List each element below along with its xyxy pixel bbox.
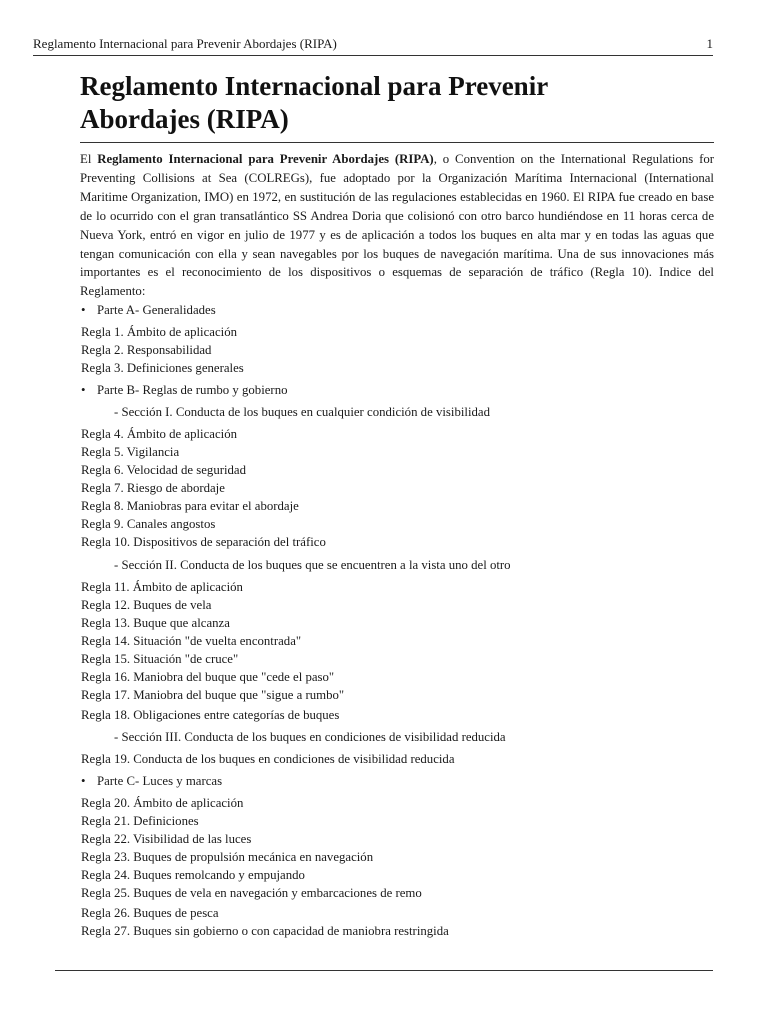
index-rule-item: [81, 813, 199, 829]
index-rule-item: [81, 751, 455, 767]
index-item-text: Regla 14. Situación "de vuelta encontrada": [81, 634, 302, 648]
index-item-text: Regla 7. Riesgo de abordaje: [81, 481, 225, 495]
index-part-heading: [81, 773, 222, 789]
index-rule-item: [81, 342, 211, 358]
footer-divider: [55, 970, 713, 971]
index-part-heading: [81, 382, 288, 398]
index-item-text: Regla 22. Visibilidad de las luces: [81, 832, 252, 846]
index-item-text: Parte B- Reglas de rumbo y gobierno: [97, 383, 288, 397]
index-rule-item: [81, 905, 219, 921]
index-rule-item: [81, 867, 305, 883]
index-item-text: Regla 11. Ámbito de aplicación: [81, 580, 243, 594]
index-item-text: Regla 6. Velocidad de seguridad: [81, 463, 247, 477]
intro-bold-term: Reglamento Internacional para Prevenir Abordajes (RIPA): [97, 152, 434, 166]
page-number: 1: [706, 36, 713, 51]
index-item-text: Regla 1. Ámbito de aplicación: [81, 325, 238, 339]
index-rule-item: [81, 687, 344, 703]
index-rule-item: [81, 633, 301, 649]
index-rule-item: [81, 651, 238, 667]
index-item-text: Regla 27. Buques sin gobierno o con capacidad de maniobra restringida: [81, 924, 449, 938]
index-item-text: Regla 23. Buques de propulsión mecánica en navegación: [81, 850, 374, 864]
intro-body: , o Convention on the International Regulations for Preventing Collisions at Sea (COLREGs), fue adoptado por la Organización Marítima Internacional (International Maritime Organization, IMO) en 1972, en sustitución de las regulaciones establecidas en 1960. El RIPA fue creado en base de lo ocurrido con el gran transatlántico SS Andrea Doria que colisionó con otro barco hundiéndose en 11 horas cerca de Nueva York, entró en vigor en julio de 1977 y es de aplicación a todos los buques en alta mar y en todas las aguas que tengan comunicación con ella y sean navegables por los buques de navegación marítima. Una de sus innovaciones más importantes es el reconocimiento de los dispositivos o esquemas de separación de tráfico (Regla 10). Indice del Reglamento:: [80, 152, 714, 299]
index-rule-item: [81, 795, 243, 811]
index-rule-item: [81, 669, 334, 685]
index-item-text: Regla 8. Maniobras para evitar el abordaje: [81, 499, 299, 513]
index-item-text: Regla 26. Buques de pesca: [81, 906, 219, 920]
title-divider: [80, 142, 714, 143]
index-rule-item: [81, 324, 237, 340]
index-item-text: Regla 2. Responsabilidad: [81, 343, 212, 357]
index-item-text: Parte A- Generalidades: [97, 303, 216, 317]
bullet-icon: •: [81, 383, 86, 397]
index-rule-item: [81, 923, 449, 939]
index-item-text: - Sección III. Conducta de los buques en condiciones de visibilidad reducida: [114, 730, 506, 744]
index-item-text: Regla 9. Canales angostos: [81, 517, 216, 531]
index-item-text: Regla 3. Definiciones generales: [81, 361, 244, 375]
index-item-text: Regla 16. Maniobra del buque que "cede el paso": [81, 670, 335, 684]
intro-lead: El: [80, 152, 98, 166]
index-rule-item: [81, 831, 251, 847]
index-item-text: Regla 10. Dispositivos de separación del tráfico: [81, 535, 326, 549]
index-rule-item: [81, 534, 326, 550]
index-item-text: Regla 5. Vigilancia: [81, 445, 180, 459]
index-rule-item: [81, 885, 422, 901]
index-item-text: Regla 12. Buques de vela: [81, 598, 212, 612]
document-title-line-2: Abordajes (RIPA): [80, 104, 289, 134]
index-item-text: - Sección I. Conducta de los buques en cualquier condición de visibilidad: [114, 405, 490, 419]
index-item-text: Regla 18. Obligaciones entre categorías de buques: [81, 708, 340, 722]
document-title: [80, 70, 700, 136]
running-header: [33, 36, 713, 56]
index-item-text: Regla 4. Ámbito de aplicación: [81, 427, 238, 441]
index-part-heading: [81, 302, 216, 318]
bullet-icon: •: [81, 774, 86, 788]
index-item-text: Regla 17. Maniobra del buque que "sigue a rumbo": [81, 688, 345, 702]
index-section-heading: [114, 557, 511, 573]
intro-paragraph: [80, 150, 714, 301]
index-item-text: Regla 24. Buques remolcando y empujando: [81, 868, 305, 882]
index-rule-item: [81, 849, 373, 865]
index-item-text: - Sección II. Conducta de los buques que se encuentren a la vista uno del otro: [114, 558, 511, 572]
index-rule-item: [81, 444, 179, 460]
index-section-heading: [114, 729, 506, 745]
index-item-text: Regla 15. Situación "de cruce": [81, 652, 239, 666]
index-rule-item: [81, 462, 246, 478]
index-section-heading: [114, 404, 490, 420]
index-rule-item: [81, 498, 299, 514]
index-item-text: Regla 20. Ámbito de aplicación: [81, 796, 244, 810]
index-item-text: Regla 25. Buques de vela en navegación y embarcaciones de remo: [81, 886, 422, 900]
index-rule-item: [81, 426, 237, 442]
running-header-title: Reglamento Internacional para Prevenir Abordajes (RIPA): [33, 36, 337, 51]
index-item-text: Regla 21. Definiciones: [81, 814, 199, 828]
index-item-text: Parte C- Luces y marcas: [97, 774, 223, 788]
index-rule-item: [81, 360, 244, 376]
header-divider: [33, 55, 713, 56]
document-title-line-1: Reglamento Internacional para Prevenir: [80, 71, 549, 101]
index-rule-item: [81, 597, 211, 613]
index-rule-item: [81, 480, 225, 496]
index-rule-item: [81, 516, 215, 532]
index-rule-item: [81, 615, 230, 631]
index-item-text: Regla 13. Buque que alcanza: [81, 616, 230, 630]
index-item-text: Regla 19. Conducta de los buques en condiciones de visibilidad reducida: [81, 752, 455, 766]
index-rule-item: [81, 579, 243, 595]
index-rule-item: [81, 707, 339, 723]
bullet-icon: •: [81, 303, 86, 317]
